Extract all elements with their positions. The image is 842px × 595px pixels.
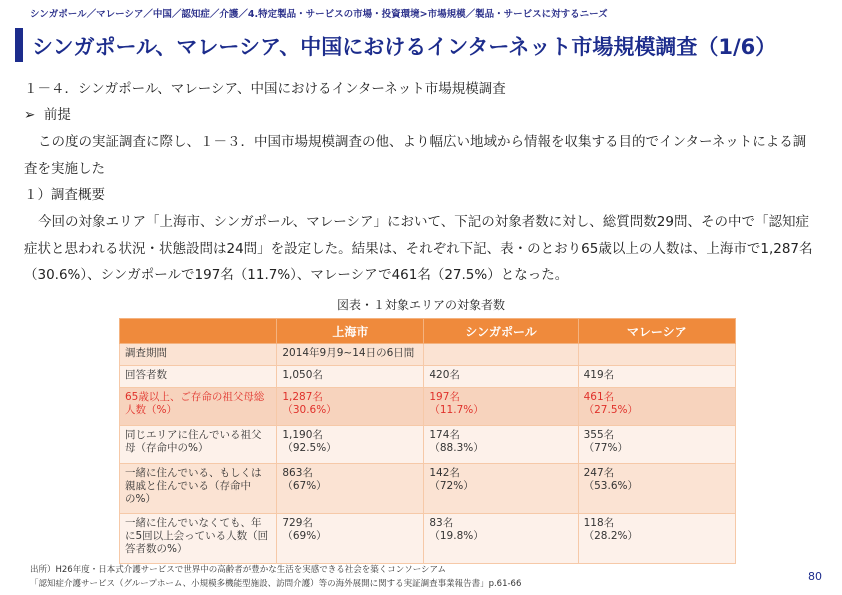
premise-row — [24, 102, 814, 128]
row-label: 65歳以上、ご存命の祖父母総人数（%） — [120, 388, 277, 426]
row-label: 調査期間 — [120, 344, 277, 366]
cell-shanghai: 729名 （69%） — [277, 514, 424, 564]
table-row — [120, 426, 736, 464]
cell-malaysia — [578, 344, 735, 366]
respondents-table — [119, 318, 736, 564]
cell-malaysia: 355名 （77%） — [578, 426, 735, 464]
overview-text: 今回の対象エリア「上海市、シンガポール、マレーシア」において、下記の対象者数に対し、総質問数29問、その中で「認知症症状と思われる状況・状態設問は24問」を設定した。結果は、それぞれ下記、表・のとおり65歳以上の人数は、上海市で1,287名（30.6%）、シンガポールで197名（11.7%）、マレーシアで461名（27.5%）となった。 — [24, 214, 813, 283]
table-header-row — [120, 319, 736, 344]
row-label: 一緒に住んでいる、もしくは親戚と住んでいる（存命中の%） — [120, 464, 277, 514]
cell-malaysia: 247名 （53.6%） — [578, 464, 735, 514]
source-line: 出所）H26年度・日本式介護サービスで世界中の高齢者が豊かな生活を実感できる社会を築くコンソーシアム — [30, 565, 446, 575]
row-label: 同じエリアに住んでいる祖父母（存命中の%） — [120, 426, 277, 464]
page-title: シンガポール、マレーシア、中国におけるインターネット市場規模調査（1/6） — [32, 35, 777, 59]
table-row — [120, 514, 736, 564]
table-caption: 図表・１対象エリアの対象者数 — [336, 298, 505, 312]
table-row-highlight — [120, 388, 736, 426]
breadcrumb: シンガポール／マレーシア／中国／認知症／介護／4.特定製品・サービスの市場・投資環境>市場規模／製品・サービスに対するニーズ — [30, 9, 608, 20]
header-cell-label — [120, 319, 277, 344]
page-number: 80 — [808, 570, 822, 583]
premise-text: この度の実証調査に際し、１－３．中国市場規模調査の他、より幅広い地域から情報を収集する目的でインターネットによる調査を実施した — [24, 134, 807, 177]
cell-singapore: 83名 （19.8%） — [424, 514, 578, 564]
header-cell-shanghai: 上海市 — [277, 319, 424, 344]
source-line: 「認知症介護サービス（グループホーム、小規模多機能型施設、訪問介護）等の海外展開に関する実証調査事業報告書」p.61-66 — [30, 579, 522, 589]
cell-singapore: 420名 — [424, 366, 578, 388]
section-heading: １－４．シンガポール、マレーシア、中国におけるインターネット市場規模調査 — [24, 81, 506, 97]
cell-shanghai: 863名 （67%） — [277, 464, 424, 514]
table-row — [120, 366, 736, 388]
cell-singapore: 142名 （72%） — [424, 464, 578, 514]
arrow-bullet-icon: ➢ — [24, 107, 36, 123]
cell-singapore — [424, 344, 578, 366]
cell-shanghai: 1,287名 （30.6%） — [277, 388, 424, 426]
table-row — [120, 344, 736, 366]
header-cell-malaysia: マレーシア — [578, 319, 735, 344]
cell-malaysia: 118名 （28.2%） — [578, 514, 735, 564]
premise-label: 前提 — [43, 107, 71, 123]
cell-shanghai: 2014年9月9~14日の6日間 — [277, 344, 424, 366]
cell-malaysia: 461名 （27.5%） — [578, 388, 735, 426]
table-row — [120, 464, 736, 514]
row-label: 一緒に住んでいなくても、年に5回以上会っている人数（回答者数の%） — [120, 514, 277, 564]
header-cell-singapore: シンガポール — [424, 319, 578, 344]
cell-singapore: 197名 （11.7%） — [424, 388, 578, 426]
cell-shanghai: 1,050名 — [277, 366, 424, 388]
cell-shanghai: 1,190名 （92.5%） — [277, 426, 424, 464]
cell-malaysia: 419名 — [578, 366, 735, 388]
cell-singapore: 174名 （88.3%） — [424, 426, 578, 464]
source-note — [30, 563, 521, 591]
title-accent-bar — [15, 28, 23, 62]
overview-heading: １）調査概要 — [24, 187, 105, 203]
row-label: 回答者数 — [120, 366, 277, 388]
